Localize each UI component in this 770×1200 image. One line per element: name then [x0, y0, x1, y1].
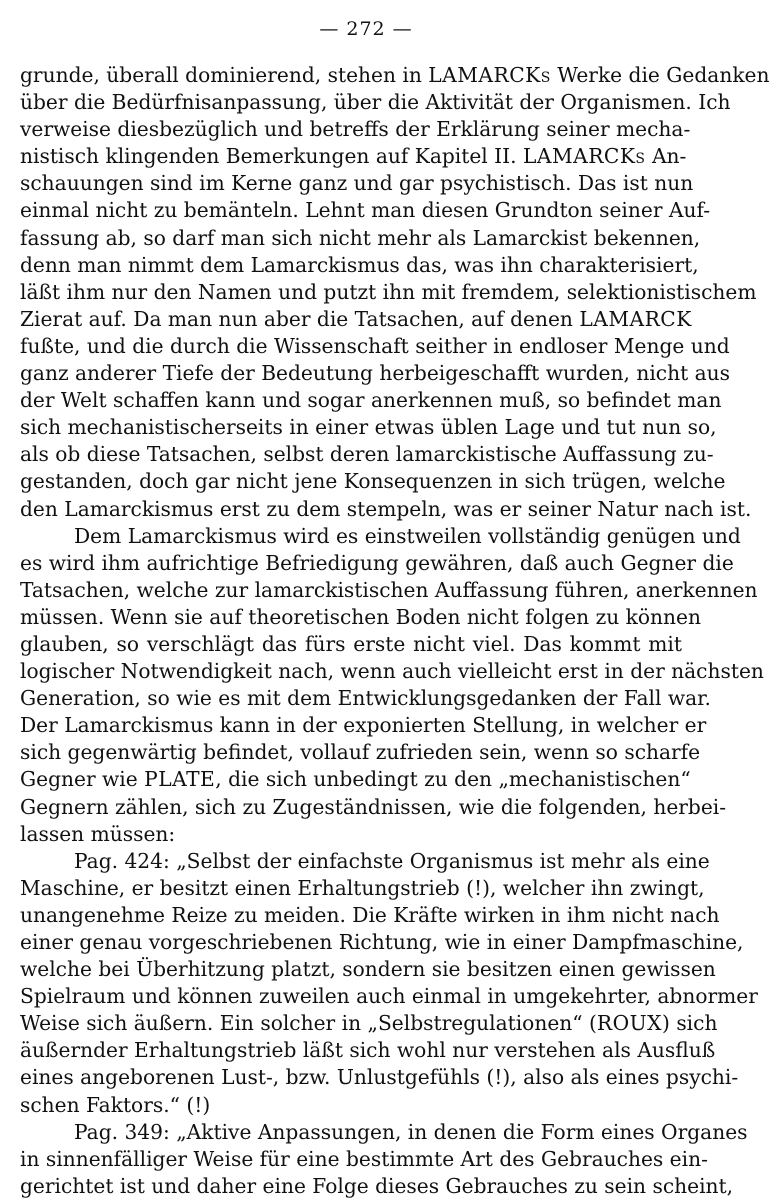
text-line: äußernder Erhaltungstrieb läßt sich wohl nur verstehen als Ausfluß	[20, 1038, 716, 1063]
text-line: Zierat auf. Da man nun aber die Tatsachen, auf denen LAMARCK	[20, 306, 692, 331]
small-caps-name: LAMARCK	[579, 306, 692, 331]
text-line: einmal nicht zu bemänteln. Lehnt man diesen Grundton seiner Auf-	[20, 198, 711, 223]
text-line: in sinnenfälliger Weise für eine bestimmte Art des Gebrauches ein-	[20, 1146, 708, 1171]
text-line: welche bei Überhitzung platzt, sondern sie besitzen einen gewissen	[20, 957, 716, 982]
text-line: Weise sich äußern. Ein solcher in „Selbstregulationen“ (ROUX) sich	[20, 1011, 718, 1036]
text-line: logischer Notwendigkeit nach, wenn auch vielleicht erst in der nächsten	[20, 659, 764, 684]
text-line: Der Lamarckismus kann in der exponierten Stellung, in welcher er	[20, 713, 707, 738]
text-line: über die Bedürfnisanpassung, über die Aktivität der Organismen. Ich	[20, 90, 731, 115]
paragraph	[20, 62, 770, 523]
paragraph	[20, 1119, 748, 1200]
text-line: den Lamarckismus erst zu dem stempeln, was er seiner Natur nach ist.	[20, 496, 752, 521]
text-line: sich mechanistischerseits in einer etwas üblen Lage und tut nun so,	[20, 415, 717, 440]
text-line: verweise diesbezüglich und betreffs der Erklärung seiner mecha-	[20, 117, 691, 142]
text-line: eines angeborenen Lust-, bzw. Unlustgefühls (!), also als eines psychi-	[20, 1065, 739, 1090]
text-line: schauungen sind im Kerne ganz und gar psychistisch. Das ist nun	[20, 171, 694, 196]
paragraph	[20, 523, 764, 848]
text-line: fußte, und die durch die Wissenschaft seither in endloser Menge und	[20, 333, 730, 358]
small-caps-name: ROUX	[596, 1011, 663, 1036]
text-line: nistisch klingenden Bemerkungen auf Kapitel II. LAMARCKs An-	[20, 144, 687, 169]
text-line: Generation, so wie es mit dem Entwicklungsgedanken der Fall war.	[20, 686, 711, 711]
body-text	[20, 62, 770, 1200]
text-line: unangenehme Reize zu meiden. Die Kräfte wirken in ihm nicht nach	[20, 902, 720, 927]
text-line: Dem Lamarckismus wird es einstweilen vollständig genügen und	[74, 523, 741, 548]
text-line: läßt ihm nur den Namen und putzt ihn mit fremdem, selektionistischem	[20, 279, 757, 304]
small-caps-name: LAMARCKs	[522, 144, 646, 169]
text-line: Tatsachen, welche zur lamarckistischen Auffassung führen, anerkennen	[20, 577, 758, 602]
text-line: glauben, so verschlägt das fürs erste nicht viel. Das kommt mit	[20, 631, 682, 656]
page-number: — 272 —	[319, 18, 413, 40]
text-line: ganz anderer Tiefe der Bedeutung herbeigeschafft wurden, nicht aus	[20, 361, 731, 386]
text-line: denn man nimmt dem Lamarckismus das, was ihn charakterisiert,	[20, 252, 699, 277]
small-caps-name: PLATE	[144, 767, 216, 792]
text-line: Spielraum und können zuweilen auch einmal in umgekehrter, abnormer	[20, 984, 758, 1009]
text-line: Gegnern zählen, sich zu Zugeständnissen, wie die folgenden, herbei-	[20, 794, 727, 819]
text-line: schen Faktors.“ (!)	[20, 1092, 211, 1117]
text-line: der Welt schaffen kann und sogar anerkennen muß, so befindet man	[20, 388, 722, 413]
text-line: fassung ab, so darf man sich nicht mehr als Lamarckist bekennen,	[20, 225, 701, 250]
text-line: lassen müssen:	[20, 821, 176, 846]
book-page	[20, 18, 770, 1200]
text-line: als ob diese Tatsachen, selbst deren lamarckistische Auffassung zu-	[20, 442, 714, 467]
text-line: Pag. 349: „Aktive Anpassungen, in denen die Form eines Organes	[74, 1119, 748, 1144]
text-line: es wird ihm aufrichtige Befriedigung gewähren, daß auch Gegner die	[20, 550, 734, 575]
text-line: Gegner wie PLATE, die sich unbedingt zu den „mechanistischen“	[20, 767, 691, 792]
text-line: Maschine, er besitzt einen Erhaltungstrieb (!), welcher ihn zwingt,	[20, 875, 705, 900]
text-line: sich gegenwärtig befindet, vollauf zufrieden sein, wenn so scharfe	[20, 740, 701, 765]
text-line: grunde, überall dominierend, stehen in LAMARCKs Werke die Gedanken	[20, 63, 770, 87]
text-line: Pag. 424: „Selbst der einfachste Organismus ist mehr als eine	[74, 848, 710, 873]
text-line: gerichtet ist und daher eine Folge dieses Gebrauches zu sein scheint,	[20, 1173, 734, 1198]
text-line: gestanden, doch gar nicht jene Konsequenzen in sich trügen, welche	[20, 469, 726, 494]
text-line: müssen. Wenn sie auf theoretischen Boden nicht folgen zu können	[20, 604, 701, 629]
paragraph	[20, 848, 758, 1119]
small-caps-name: LAMARCKs	[428, 63, 551, 87]
text-line: einer genau vorgeschriebenen Richtung, wie in einer Dampfmaschine,	[20, 930, 744, 954]
